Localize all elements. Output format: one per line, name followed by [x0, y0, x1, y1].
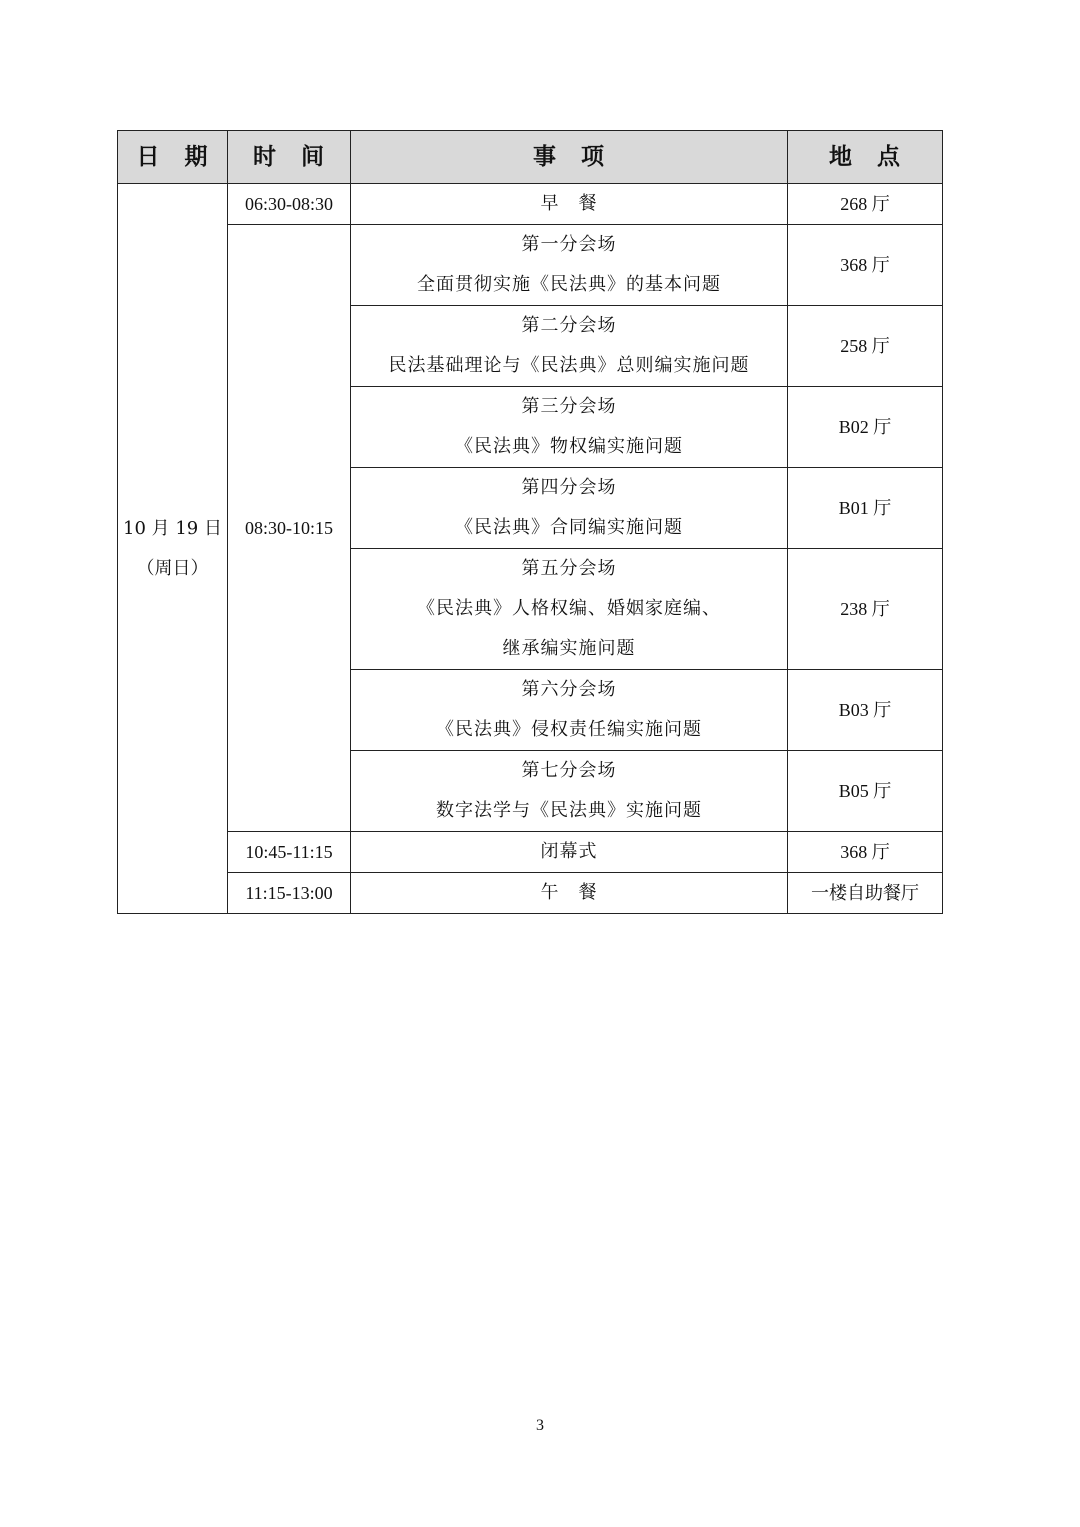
table-row: [118, 225, 943, 306]
session-title: 第二分会场: [521, 315, 617, 336]
header-location: 地 点: [788, 131, 943, 184]
session-topic: 《民法典》侵权责任编实施问题: [436, 719, 702, 740]
location-cell: 368 厅: [788, 832, 943, 873]
time-cell: 10:45-11:15: [228, 832, 351, 873]
event-cell: [351, 873, 788, 914]
location-cell: 一楼自助餐厅: [788, 873, 943, 914]
event-cell: [351, 832, 788, 873]
location-cell: 368 厅: [788, 225, 943, 306]
table-header-row: [118, 131, 943, 184]
table-row: [118, 184, 943, 225]
session-title: 第三分会场: [521, 396, 617, 417]
event-line: 闭幕式: [540, 841, 598, 862]
session-topic: 数字法学与《民法典》实施问题: [436, 800, 702, 821]
session-topic: 《民法典》合同编实施问题: [455, 517, 683, 538]
date-line: 10 月 19 日: [123, 517, 222, 539]
session-topic: 全面贯彻实施《民法典》的基本问题: [417, 274, 721, 295]
location-cell: B02 厅: [788, 387, 943, 468]
header-event: 事 项: [351, 131, 788, 184]
event-cell: [351, 670, 788, 751]
event-line: 午 餐: [540, 882, 598, 903]
event-cell: [351, 468, 788, 549]
location-cell: 258 厅: [788, 306, 943, 387]
date-cell: [118, 184, 228, 914]
session-title: 第四分会场: [521, 477, 617, 498]
location-cell: B03 厅: [788, 670, 943, 751]
session-title: 第一分会场: [521, 234, 617, 255]
session-topic: 民法基础理论与《民法典》总则编实施问题: [388, 355, 750, 376]
event-cell: [351, 225, 788, 306]
time-cell: 08:30-10:15: [228, 225, 351, 832]
session-topic: 《民法典》物权编实施问题: [455, 436, 683, 457]
session-topic-continued: 继承编实施问题: [502, 638, 636, 659]
table-row: [118, 832, 943, 873]
event-line: 早 餐: [540, 193, 598, 214]
event-cell: [351, 184, 788, 225]
event-cell: [351, 549, 788, 670]
header-date: 日 期: [118, 131, 228, 184]
event-cell: [351, 387, 788, 468]
table-row: [118, 873, 943, 914]
time-cell: 06:30-08:30: [228, 184, 351, 225]
schedule-table: [117, 130, 943, 914]
location-cell: 268 厅: [788, 184, 943, 225]
session-title: 第七分会场: [521, 760, 617, 781]
session-title: 第六分会场: [521, 679, 617, 700]
session-topic: 《民法典》人格权编、婚姻家庭编、: [417, 598, 721, 619]
event-cell: [351, 751, 788, 832]
location-cell: B05 厅: [788, 751, 943, 832]
location-cell: 238 厅: [788, 549, 943, 670]
page-number: 3: [536, 1417, 544, 1434]
header-time: 时 间: [228, 131, 351, 184]
location-cell: B01 厅: [788, 468, 943, 549]
session-title: 第五分会场: [521, 558, 617, 579]
time-cell: 11:15-13:00: [228, 873, 351, 914]
event-cell: [351, 306, 788, 387]
weekday-line: （周日）: [136, 557, 209, 579]
